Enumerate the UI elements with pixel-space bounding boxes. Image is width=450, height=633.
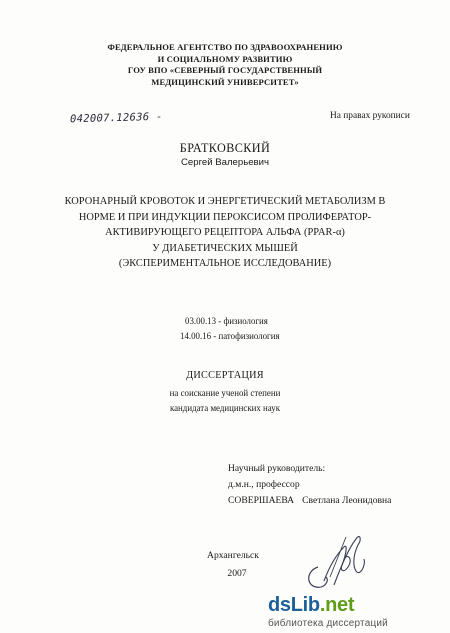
specialty-code: 03.00.13 - физиология bbox=[185, 316, 268, 326]
supervisor-block bbox=[228, 461, 399, 509]
title-line: КОРОНАРНЫЙ КРОВОТОК И ЭНЕРГЕТИЧЕСКИЙ МЕТАБОЛИЗМ В bbox=[64, 196, 386, 207]
supervisor-surname: СОВЕРШАЕВА bbox=[228, 495, 295, 506]
dslib-logo bbox=[268, 594, 354, 617]
dissertation-title bbox=[0, 194, 450, 272]
agency-header bbox=[0, 42, 450, 88]
logo-suffix: .net bbox=[319, 594, 355, 616]
title-line: У ДИАБЕТИЧЕСКИХ МЫШЕЙ bbox=[152, 242, 298, 254]
agency-line: ГОУ ВПО «СЕВЕРНЫЙ ГОСУДАРСТВЕННЫЙ bbox=[127, 65, 323, 75]
agency-line: И СОЦИАЛЬНОМУ РАЗВИТИЮ bbox=[157, 53, 293, 64]
degree-line: на соискание ученой степени bbox=[169, 388, 281, 398]
agency-line: МЕДИЦИНСКИЙ УНИВЕРСИТЕТ» bbox=[151, 76, 299, 87]
dissertation-heading: ДИССЕРТАЦИЯ bbox=[186, 370, 264, 381]
degree-line: кандидата медицинских наук bbox=[169, 403, 281, 413]
archive-number: 042007.12636 - bbox=[69, 110, 163, 126]
city: Архангельск bbox=[207, 550, 259, 561]
logo-main: dsLib bbox=[268, 594, 320, 616]
supervisor-label: Научный руководитель: bbox=[228, 463, 326, 474]
watermark-tagline: библиотека диссертаций bbox=[268, 618, 388, 629]
dslib-watermark bbox=[268, 594, 448, 630]
title-line: АКТИВИРУЮЩЕГО РЕЦЕПТОРА АЛЬФА (PPAR-α) bbox=[105, 227, 345, 239]
supervisor-degree: д.м.н., профессор bbox=[228, 479, 300, 490]
title-line: (ЭКСПЕРИМЕНТАЛЬНОЕ ИССЛЕДОВАНИЕ) bbox=[118, 258, 332, 270]
rights-label: На правах рукописи bbox=[330, 111, 410, 121]
supervisor-given-name: Светлана Леонидовна bbox=[302, 495, 392, 506]
supervisor-name bbox=[228, 493, 399, 509]
author-name: Сергей Валерьевич bbox=[180, 157, 270, 168]
title-line: НОРМЕ И ПРИ ИНДУКЦИИ ПЕРОКСИСОМ ПРОЛИФЕРАТОР- bbox=[78, 211, 372, 223]
specialty-code: 14.00.16 - патофизиология bbox=[180, 331, 280, 341]
degree-statement bbox=[0, 386, 450, 416]
handwritten-signature bbox=[300, 525, 375, 597]
year: 2007 bbox=[227, 568, 247, 579]
author-surname: БРАТКОВСКИЙ bbox=[179, 141, 271, 155]
agency-line: ФЕДЕРАЛЬНОЕ АГЕНТСТВО ПО ЗДРАВООХРАНЕНИЮ bbox=[107, 42, 343, 52]
